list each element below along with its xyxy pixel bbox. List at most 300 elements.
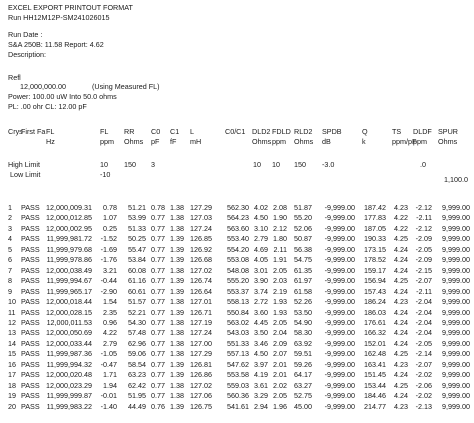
cell-q: 166.32 (364, 328, 386, 338)
cell-dld2: 4.69 (254, 244, 268, 254)
column-unit-fl_hz: Hz (46, 137, 55, 146)
cell-spdb: -9,999.00 (324, 213, 355, 223)
cell-l: 126.68 (190, 255, 212, 265)
run-date: Run Date : (8, 30, 43, 39)
cell-rr: 51.57 (128, 297, 146, 307)
cell-rr: 50.25 (128, 234, 146, 244)
cell-fdld: 1.90 (273, 213, 287, 223)
cell-fdld: 2.04 (273, 328, 287, 338)
cell-fl_ppm: 1.54 (103, 297, 117, 307)
cell-spdb: -9,999.00 (324, 255, 355, 265)
cell-ts: 4.22 (394, 223, 408, 233)
cell-fl_hz: 11,999,981.72 (46, 234, 92, 244)
cell-first: PASS (21, 223, 40, 233)
cell-q: 163.41 (364, 359, 386, 369)
column-unit-q: k (362, 137, 366, 146)
cell-fdld: 2.05 (273, 265, 287, 275)
cell-dld2: 2.72 (254, 297, 268, 307)
cell-dldf: -2.02 (415, 391, 432, 401)
cell-first: PASS (21, 276, 40, 286)
cell-fl_hz: 11,999,994.32 (46, 359, 92, 369)
cell-first: PASS (21, 286, 40, 296)
column-header-c0: C0 (151, 127, 161, 136)
cell-dldf: -2.04 (415, 328, 432, 338)
cell-c0: 0.77 (151, 338, 165, 348)
cell-q: 184.46 (364, 391, 386, 401)
cell-fl_hz: 12,000,011.53 (46, 317, 92, 327)
cell-fl_ppm: -1.76 (100, 255, 117, 265)
cell-c0c1: 563.60 (227, 223, 249, 233)
cell-first: PASS (21, 265, 40, 275)
cell-dld2: 3.90 (254, 276, 268, 286)
cell-ts: 4.24 (394, 317, 408, 327)
cell-spdb: -9,999.00 (324, 297, 355, 307)
cell-ts: 4.24 (394, 255, 408, 265)
cell-first: PASS (21, 349, 40, 359)
high-limit-rr: 150 (124, 160, 136, 169)
cell-crys: 4 (8, 234, 12, 244)
cell-rld2: 45.00 (294, 401, 312, 411)
cell-l: 126.85 (190, 234, 212, 244)
cell-c0: 0.77 (151, 328, 165, 338)
refl-note: (Using Measured FL) (92, 82, 160, 91)
cell-rr: 53.84 (128, 255, 146, 265)
cell-dld2: 3.50 (254, 328, 268, 338)
cell-fl_ppm: -0.47 (100, 359, 117, 369)
column-header-rld2: RLD2 (294, 127, 313, 136)
cell-first: PASS (21, 307, 40, 317)
cell-dldf: -2.09 (415, 255, 432, 265)
cell-rr: 59.06 (128, 349, 146, 359)
cell-first: PASS (21, 401, 40, 411)
cell-fl_hz: 11,999,994.67 (46, 276, 92, 286)
cell-fl_hz: 12,000,009.31 (46, 203, 92, 212)
cell-spdb: -9,999.00 (324, 286, 355, 296)
column-header-dld2: DLD2 (252, 127, 271, 136)
cell-l: 126.71 (190, 307, 212, 317)
cell-first: PASS (21, 213, 40, 223)
cell-spdb: -9,999.00 (324, 338, 355, 348)
cell-rr: 57.48 (128, 328, 146, 338)
cell-dldf: -2.04 (415, 297, 432, 307)
cell-fdld: 2.03 (273, 276, 287, 286)
cell-ts: 4.24 (394, 370, 408, 380)
cell-fdld: 2.19 (273, 286, 287, 296)
cell-fdld: 1.93 (273, 307, 287, 317)
cell-fl_ppm: 0.25 (103, 223, 117, 233)
column-header-c1: C1 (170, 127, 180, 136)
column-header-c0c1: C0/C1 (225, 127, 246, 136)
cell-crys: 17 (8, 370, 16, 380)
refl-value: 12,000,000.00 (20, 82, 66, 91)
cell-ts: 4.24 (394, 244, 408, 254)
cell-fdld: 1.91 (273, 255, 287, 265)
cell-rr: 61.16 (128, 276, 146, 286)
cell-rld2: 54.75 (294, 255, 312, 265)
cell-crys: 9 (8, 286, 12, 296)
cell-fl_ppm: 3.21 (103, 265, 117, 275)
cell-ts: 4.23 (394, 203, 408, 212)
cell-crys: 20 (8, 401, 16, 411)
cell-q: 159.17 (364, 265, 386, 275)
cell-fdld: 1.96 (273, 401, 287, 411)
cell-spdb: -9,999.00 (324, 391, 355, 401)
high-limit-label: High Limit (8, 160, 40, 169)
cell-rld2: 56.38 (294, 244, 312, 254)
cell-first: PASS (21, 338, 40, 348)
cell-q: 151.45 (364, 370, 386, 380)
column-unit-fl_ppm: ppm (100, 137, 114, 146)
cell-fl_ppm: -1.69 (100, 244, 117, 254)
cell-c1: 1.39 (170, 286, 184, 296)
cell-spdb: -9,999.00 (324, 307, 355, 317)
cell-c0: 0.78 (151, 203, 165, 212)
cell-fl_hz: 12,000,012.85 (46, 213, 92, 223)
column-header-spdb: SPDB (322, 127, 342, 136)
cell-dldf: -2.13 (415, 401, 432, 411)
cell-rr: 55.47 (128, 244, 146, 254)
cell-dldf: -2.12 (415, 223, 432, 233)
cell-crys: 1 (8, 203, 12, 212)
cell-rr: 60.08 (128, 265, 146, 275)
column-unit-fdld: ppm (272, 137, 286, 146)
cell-dldf: -2.07 (415, 276, 432, 286)
cell-dld2: 3.60 (254, 307, 268, 317)
cell-fl_ppm: -1.05 (100, 349, 117, 359)
cell-ts: 4.22 (394, 213, 408, 223)
cell-ts: 4.25 (394, 349, 408, 359)
cell-dld2: 3.29 (254, 391, 268, 401)
high-limit-dld2: 10 (253, 160, 261, 169)
cell-q: 178.52 (364, 255, 386, 265)
pl-cl-line: PL: .00 ohr CL: 12.00 pF (8, 102, 87, 111)
cell-l: 127.01 (190, 297, 212, 307)
cell-rld2: 52.06 (294, 223, 312, 233)
cell-c0c1: 547.62 (227, 359, 249, 369)
sa-report-version: S&A 250B: 11.58 Report: 4.62 (8, 40, 104, 49)
cell-ts: 4.25 (394, 380, 408, 390)
cell-q: 186.24 (364, 297, 386, 307)
cell-spdb: -9,999.00 (324, 223, 355, 233)
cell-rld2: 53.50 (294, 307, 312, 317)
cell-crys: 18 (8, 380, 16, 390)
column-header-dldf: DLDF (413, 127, 432, 136)
cell-c0c1: 541.61 (227, 401, 249, 411)
cell-spur: 9,999.00 (442, 317, 470, 327)
cell-rld2: 52.26 (294, 297, 312, 307)
column-header-spur: SPUR (438, 127, 458, 136)
cell-spdb: -9,999.00 (324, 203, 355, 212)
cell-spur: 9,999.00 (442, 255, 470, 265)
cell-ts: 4.23 (394, 297, 408, 307)
cell-dldf: -2.07 (415, 359, 432, 369)
cell-fl_ppm: 0.96 (103, 317, 117, 327)
cell-rr: 51.33 (128, 223, 146, 233)
cell-dld2: 4.50 (254, 349, 268, 359)
cell-rld2: 54.90 (294, 317, 312, 327)
cell-rr: 63.23 (128, 370, 146, 380)
cell-c0c1: 553.58 (227, 370, 249, 380)
cell-dldf: -2.05 (415, 244, 432, 254)
cell-spdb: -9,999.00 (324, 317, 355, 327)
cell-l: 126.74 (190, 276, 212, 286)
cell-dldf: -2.14 (415, 349, 432, 359)
cell-ts: 4.24 (394, 338, 408, 348)
cell-fl_hz: 12,000,002.95 (46, 223, 92, 233)
cell-rr: 58.54 (128, 359, 146, 369)
cell-spur: 9,999.00 (442, 380, 470, 390)
cell-crys: 19 (8, 391, 16, 401)
cell-fdld: 2.08 (273, 203, 287, 212)
cell-c1: 1.38 (170, 317, 184, 327)
cell-dld2: 2.94 (254, 401, 268, 411)
cell-spdb: -9,999.00 (324, 349, 355, 359)
cell-dld2: 3.61 (254, 380, 268, 390)
cell-fl_ppm: 0.78 (103, 203, 117, 212)
cell-rld2: 61.97 (294, 276, 312, 286)
high-limit-fdld: 10 (272, 160, 280, 169)
cell-rld2: 63.27 (294, 380, 312, 390)
cell-spur: 9,999.00 (442, 307, 470, 317)
cell-ts: 4.24 (394, 286, 408, 296)
cell-c0: 0.77 (151, 244, 165, 254)
cell-l: 127.06 (190, 391, 212, 401)
cell-fdld: 2.02 (273, 380, 287, 390)
high-limit-spdb: -3.0 (322, 160, 335, 169)
cell-crys: 14 (8, 338, 16, 348)
cell-fdld: 1.80 (273, 234, 287, 244)
cell-c0c1: 559.03 (227, 380, 249, 390)
cell-fl_hz: 12,000,018.44 (46, 297, 92, 307)
cell-dldf: -2.09 (415, 234, 432, 244)
cell-fdld: 2.05 (273, 317, 287, 327)
cell-fl_hz: 11,999,979.68 (46, 244, 92, 254)
cell-fl_ppm: 2.79 (103, 338, 117, 348)
column-header-fdld: FDLD (272, 127, 291, 136)
cell-fl_hz: 11,999,965.17 (46, 286, 92, 296)
cell-c0c1: 553.08 (227, 255, 249, 265)
cell-c0c1: 555.20 (227, 276, 249, 286)
cell-dld2: 2.79 (254, 234, 268, 244)
cell-c0c1: 560.36 (227, 391, 249, 401)
column-header-l: L (190, 127, 194, 136)
cell-spur: 9,999.00 (442, 203, 470, 212)
cell-q: 190.33 (364, 234, 386, 244)
cell-c1: 1.38 (170, 265, 184, 275)
cell-spur: 9,999.00 (442, 349, 470, 359)
cell-crys: 3 (8, 223, 12, 233)
cell-spur: 9,999.00 (442, 338, 470, 348)
cell-c0: 0.77 (151, 255, 165, 265)
cell-spur: 9,999.00 (442, 213, 470, 223)
cell-spur: 9,999.00 (442, 286, 470, 296)
cell-l: 126.81 (190, 359, 212, 369)
cell-l: 127.02 (190, 265, 212, 275)
cell-fl_ppm: 2.35 (103, 307, 117, 317)
cell-rld2: 63.92 (294, 338, 312, 348)
cell-l: 127.24 (190, 223, 212, 233)
cell-l: 127.29 (190, 349, 212, 359)
high-limit-c0: 3 (151, 160, 155, 169)
cell-fdld: 2.12 (273, 223, 287, 233)
cell-spdb: -9,999.00 (324, 276, 355, 286)
cell-crys: 12 (8, 317, 16, 327)
cell-rr: 51.95 (128, 391, 146, 401)
cell-fl_ppm: 1.71 (103, 370, 117, 380)
cell-rr: 62.42 (128, 380, 146, 390)
column-unit-spur: Ohms (438, 137, 458, 146)
cell-fdld: 2.07 (273, 349, 287, 359)
cell-dldf: -2.04 (415, 307, 432, 317)
cell-c0: 0.77 (151, 223, 165, 233)
cell-dldf: -2.15 (415, 265, 432, 275)
cell-crys: 10 (8, 297, 16, 307)
cell-dldf: -2.02 (415, 370, 432, 380)
cell-fdld: 2.01 (273, 359, 287, 369)
cell-q: 157.43 (364, 286, 386, 296)
cell-q: 162.48 (364, 349, 386, 359)
cell-c0: 0.77 (151, 276, 165, 286)
cell-crys: 13 (8, 328, 16, 338)
cell-spur: 9,999.00 (442, 276, 470, 286)
low-limit-spur: 1,100.0 (444, 175, 468, 184)
cell-c0: 0.77 (151, 349, 165, 359)
cell-spur: 9,999.00 (442, 244, 470, 254)
cell-fdld: 2.09 (273, 338, 287, 348)
cell-c0: 0.77 (151, 380, 165, 390)
cell-rr: 44.49 (128, 401, 146, 411)
cell-dld2: 4.19 (254, 370, 268, 380)
cell-crys: 7 (8, 265, 12, 275)
cell-c0c1: 551.33 (227, 338, 249, 348)
cell-ts: 4.24 (394, 328, 408, 338)
cell-crys: 6 (8, 255, 12, 265)
column-header-crys: Crys (8, 127, 23, 136)
cell-c0: 0.77 (151, 391, 165, 401)
cell-rld2: 51.87 (294, 203, 312, 212)
power-line: Power: 100.00 uW Into 50.0 ohms (8, 92, 117, 101)
cell-c0: 0.77 (151, 317, 165, 327)
cell-fl_hz: 12,000,023.29 (46, 380, 92, 390)
cell-dld2: 4.45 (254, 317, 268, 327)
cell-q: 214.77 (364, 401, 386, 411)
cell-first: PASS (21, 370, 40, 380)
cell-q: 153.44 (364, 380, 386, 390)
cell-first: PASS (21, 359, 40, 369)
cell-dld2: 3.74 (254, 286, 268, 296)
cell-l: 126.86 (190, 370, 212, 380)
cell-c0: 0.77 (151, 359, 165, 369)
cell-fl_ppm: -2.90 (100, 286, 117, 296)
cell-rr: 54.30 (128, 317, 146, 327)
cell-c1: 1.39 (170, 307, 184, 317)
cell-crys: 11 (8, 307, 16, 317)
cell-c1: 1.39 (170, 244, 184, 254)
cell-first: PASS (21, 234, 40, 244)
column-unit-ts: ppm/pF (392, 137, 417, 146)
cell-dld2: 3.10 (254, 223, 268, 233)
cell-spdb: -9,999.00 (324, 265, 355, 275)
cell-spur: 9,999.00 (442, 297, 470, 307)
cell-rld2: 58.30 (294, 328, 312, 338)
cell-c0: 0.77 (151, 286, 165, 296)
cell-c1: 1.39 (170, 401, 184, 411)
cell-fdld: 2.01 (273, 370, 287, 380)
cell-c0: 0.77 (151, 234, 165, 244)
cell-fl_hz: 12,000,033.44 (46, 338, 92, 348)
cell-dldf: -2.11 (416, 213, 432, 223)
cell-c0: 0.77 (151, 297, 165, 307)
cell-fdld: 2.11 (273, 244, 287, 254)
cell-c0c1: 553.37 (227, 286, 249, 296)
cell-rld2: 59.26 (294, 359, 312, 369)
cell-c0: 0.77 (151, 213, 165, 223)
cell-fl_hz: 12,000,028.15 (46, 307, 92, 317)
high-limit-fl_ppm: 10 (100, 160, 108, 169)
cell-spur: 9,999.00 (442, 265, 470, 275)
cell-fl_ppm: -1.40 (100, 401, 117, 411)
cell-dld2: 3.97 (254, 359, 268, 369)
cell-c1: 1.39 (170, 255, 184, 265)
cell-ts: 4.23 (394, 359, 408, 369)
cell-ts: 4.24 (394, 307, 408, 317)
column-header-q: Q (362, 127, 368, 136)
column-unit-dldf: ppm (413, 137, 427, 146)
cell-fl_hz: 12,000,038.49 (46, 265, 92, 275)
high-limit-dldf: .0 (420, 160, 426, 169)
low-limit-label: Low Limit (10, 170, 41, 179)
description: Description: (8, 50, 46, 59)
cell-c0c1: 554.20 (227, 244, 249, 254)
column-header-rr: RR (124, 127, 135, 136)
column-unit-l: mH (190, 137, 202, 146)
column-unit-c0: pF (151, 137, 160, 146)
cell-spdb: -9,999.00 (324, 370, 355, 380)
cell-fl_ppm: -0.01 (100, 391, 117, 401)
cell-fl_hz: 12,000,020.48 (46, 370, 92, 380)
cell-dld2: 3.01 (254, 265, 268, 275)
cell-c0c1: 553.40 (227, 234, 249, 244)
cell-c1: 1.39 (170, 234, 184, 244)
column-unit-rr: Ohms (124, 137, 144, 146)
cell-dld2: 4.50 (254, 213, 268, 223)
cell-q: 177.83 (364, 213, 386, 223)
cell-spur: 9,999.00 (442, 328, 470, 338)
cell-spur: 9,999.00 (442, 223, 470, 233)
cell-fl_ppm: 1.07 (103, 213, 117, 223)
cell-l: 127.02 (190, 380, 212, 390)
cell-fl_hz: 12,000,050.69 (46, 328, 92, 338)
cell-first: PASS (21, 391, 40, 401)
cell-ts: 4.24 (394, 265, 408, 275)
cell-q: 176.61 (364, 317, 386, 327)
column-unit-rld2: Ohms (294, 137, 314, 146)
cell-c1: 1.38 (170, 391, 184, 401)
cell-first: PASS (21, 244, 40, 254)
cell-q: 187.42 (364, 203, 386, 212)
cell-spdb: -9,999.00 (324, 244, 355, 254)
cell-first: PASS (21, 317, 40, 327)
cell-rld2: 55.20 (294, 213, 312, 223)
cell-c0c1: 558.13 (227, 297, 249, 307)
cell-fl_hz: 11,999,978.86 (46, 255, 92, 265)
cell-crys: 8 (8, 276, 12, 286)
cell-spdb: -9,999.00 (324, 380, 355, 390)
refl-label: Refl (8, 73, 21, 82)
low-limit-fl_ppm: -10 (100, 170, 111, 179)
cell-l: 127.29 (190, 203, 212, 212)
column-unit-dld2: Ohms (252, 137, 272, 146)
